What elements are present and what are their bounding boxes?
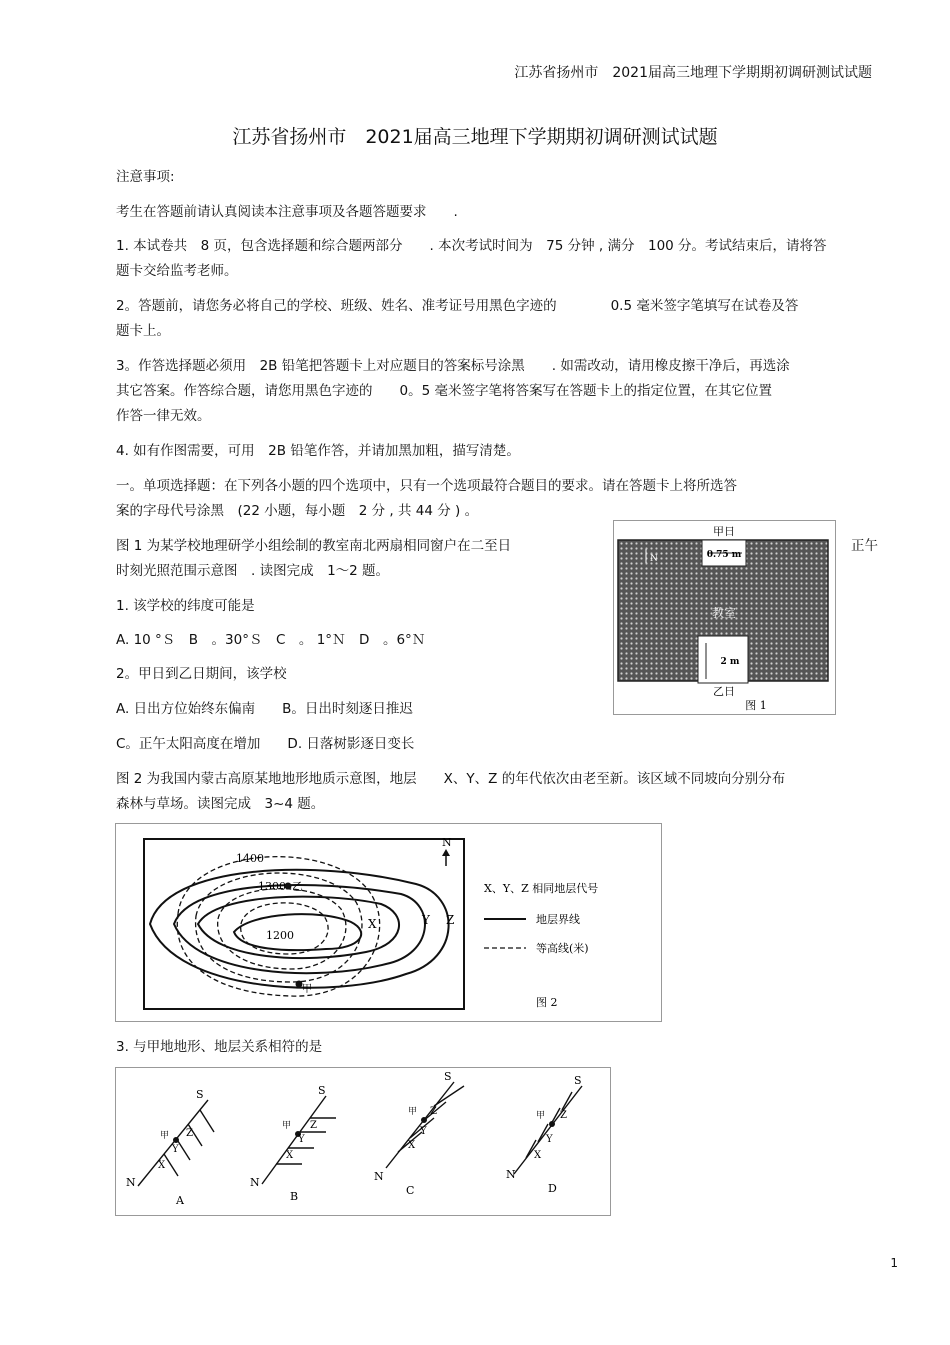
notice-item-2-cont: 题卡上。 <box>116 323 170 339</box>
option-a-s: S <box>196 1088 204 1101</box>
option-c-s: S <box>444 1070 452 1083</box>
fig2-caption: 图 2 <box>536 996 558 1009</box>
option-d-diagram <box>514 1086 582 1174</box>
option-d-y: Y <box>546 1134 553 1145</box>
legend-contour: 等高线(米) <box>536 942 589 955</box>
legend-strata-boundary: 地层界线 <box>536 913 580 926</box>
option-b-y: Y <box>298 1134 305 1145</box>
notice-item-3: 3。作答选择题必须用 2B 铅笔把答题卡上对应题目的答案标号涂黑 . 如需改动，请用橡皮擦干净后，再选涂 <box>116 358 790 374</box>
option-b-z: Z <box>310 1120 317 1131</box>
option-a-x: X <box>158 1160 166 1171</box>
notice-item-3-cont2: 作答一律无效。 <box>116 408 211 424</box>
stratum-z-label: Z <box>446 913 455 927</box>
fig1-center-label: 教室 <box>711 606 737 620</box>
question-2-options-2: C。正午太阳高度在增加 D. 日落树影逐日变长 <box>116 736 415 752</box>
fig1-north-label: N <box>650 554 658 564</box>
fig1-top-width: 0.75 m <box>706 550 742 560</box>
fig1-bottom-label: 乙日 <box>713 685 735 698</box>
notice-item-1-cont: 题卡交给监考老师。 <box>116 263 238 279</box>
stratum-y-label: Y <box>422 913 430 927</box>
question-2-options-1: A. 日出方位始终东偏南 B。日出时刻逐日推迟 <box>116 701 413 717</box>
notice-heading: 注意事项: <box>116 169 175 185</box>
notice-item-1: 1. 本试卷共 8 页，包含选择题和综合题两部分 . 本次考试时间为 75 分钟 , 满分 100 分。考试结束后，请将答 <box>116 238 827 254</box>
section-heading: 一。单项选择题：在下列各小题的四个选项中，只有一个选项最符合题目的要求。请在答题卡上将所选答 <box>116 478 737 494</box>
fig1-caption: 图 1 <box>745 699 767 712</box>
fig2-intro-cont: 森林与草场。读图完成 3~4 题。 <box>116 796 325 812</box>
question-3-stem: 3. 与甲地地形、地层关系相符的是 <box>116 1039 323 1055</box>
question-2-stem: 2。甲日到乙日期间，该学校 <box>116 666 287 682</box>
point-yi-label: 乙 <box>292 880 303 893</box>
option-c-n: N <box>374 1170 384 1183</box>
option-a-z: Z <box>186 1128 193 1139</box>
option-b-jia: 甲 <box>282 1121 292 1131</box>
option-c-z: Z <box>430 1106 437 1117</box>
stratum-x-label: X <box>368 917 377 931</box>
figure-3 <box>115 1067 611 1216</box>
option-b-s: S <box>318 1084 326 1097</box>
point-jia-label: 甲 <box>302 984 312 995</box>
fig1-bottom-width: 2 m <box>720 657 740 667</box>
contour-lines <box>177 857 379 996</box>
page-number: 1 <box>890 1256 898 1270</box>
option-d-s: S <box>574 1074 582 1087</box>
running-header: 江苏省扬州市 2021届高三地理下学期期初调研测试试题 <box>514 65 872 81</box>
notice-intro: 考生在答题前请认真阅读本注意事项及各题答题要求 . <box>116 204 458 220</box>
option-c-label: C <box>406 1184 415 1197</box>
option-d-z: Z <box>560 1110 567 1121</box>
option-a-n: N <box>126 1176 136 1189</box>
option-a-jia: 甲 <box>160 1131 170 1141</box>
option-b-x: X <box>286 1150 294 1161</box>
option-d-x: X <box>534 1150 542 1161</box>
contour-1400-label: 1400 <box>236 852 264 865</box>
option-c-jia: 甲 <box>408 1107 418 1117</box>
fig1-top-label: 甲日 <box>713 525 735 538</box>
section-heading-cont: 案的字母代号涂黑 (22 小题，每小题 2 分 , 共 44 分 ) 。 <box>116 503 479 519</box>
fig1-intro-cont: 时刻光照范围示意图 . 读图完成 1～2 题。 <box>116 563 390 579</box>
figure-2 <box>115 823 662 1022</box>
fig2-intro: 图 2 为我国内蒙古高原某地地形地质示意图，地层 X、Y、Z 的年代依次由老至新。该区域不同坡向分别分布 <box>116 771 786 787</box>
fig1-intro-right: 正午 <box>851 538 878 554</box>
figure-1 <box>613 520 836 715</box>
north-label: N <box>442 836 452 849</box>
option-a-label: A <box>176 1194 184 1207</box>
question-1-options: A. 10 °Ｓ B 。30°Ｓ C 。 1°Ｎ D 。6°Ｎ <box>116 632 426 648</box>
page-title: 江苏省扬州市 2021届高三地理下学期期初调研测试试题 <box>232 126 718 148</box>
notice-item-2: 2。答题前，请您务必将自己的学校、班级、姓名、准考证号用黑色字迹的 0.5 毫米签字笔填写在试卷及答 <box>116 298 799 314</box>
option-b-label: B <box>290 1190 299 1203</box>
option-c-diagram <box>386 1082 464 1168</box>
option-d-label: D <box>548 1182 557 1195</box>
option-a-y: Y <box>172 1144 179 1155</box>
notice-item-3-cont: 其它答案。作答综合题，请您用黑色字迹的 0。5 毫米签字笔将答案写在答题卡上的指定位置，在其它位置 <box>116 383 772 399</box>
fig1-intro: 图 1 为某学校地理研学小组绘制的教室南北两扇相同窗户在二至日 <box>116 538 512 554</box>
contour-1200-label: 1200 <box>266 929 294 942</box>
question-1-stem: 1. 该学校的纬度可能是 <box>116 598 255 614</box>
legend-strata-code: X、Y、Z 相同地层代号 <box>484 882 599 895</box>
option-c-x: X <box>408 1140 416 1151</box>
option-d-n: N <box>506 1168 516 1181</box>
option-c-y: Y <box>420 1126 427 1137</box>
notice-item-4: 4. 如有作图需要，可用 2B 铅笔作答，并请加黑加粗，描写清楚。 <box>116 443 520 459</box>
contour-1300-label: 1300 <box>258 880 286 893</box>
option-d-jia: 甲 <box>536 1111 546 1121</box>
option-b-n: N <box>250 1176 260 1189</box>
